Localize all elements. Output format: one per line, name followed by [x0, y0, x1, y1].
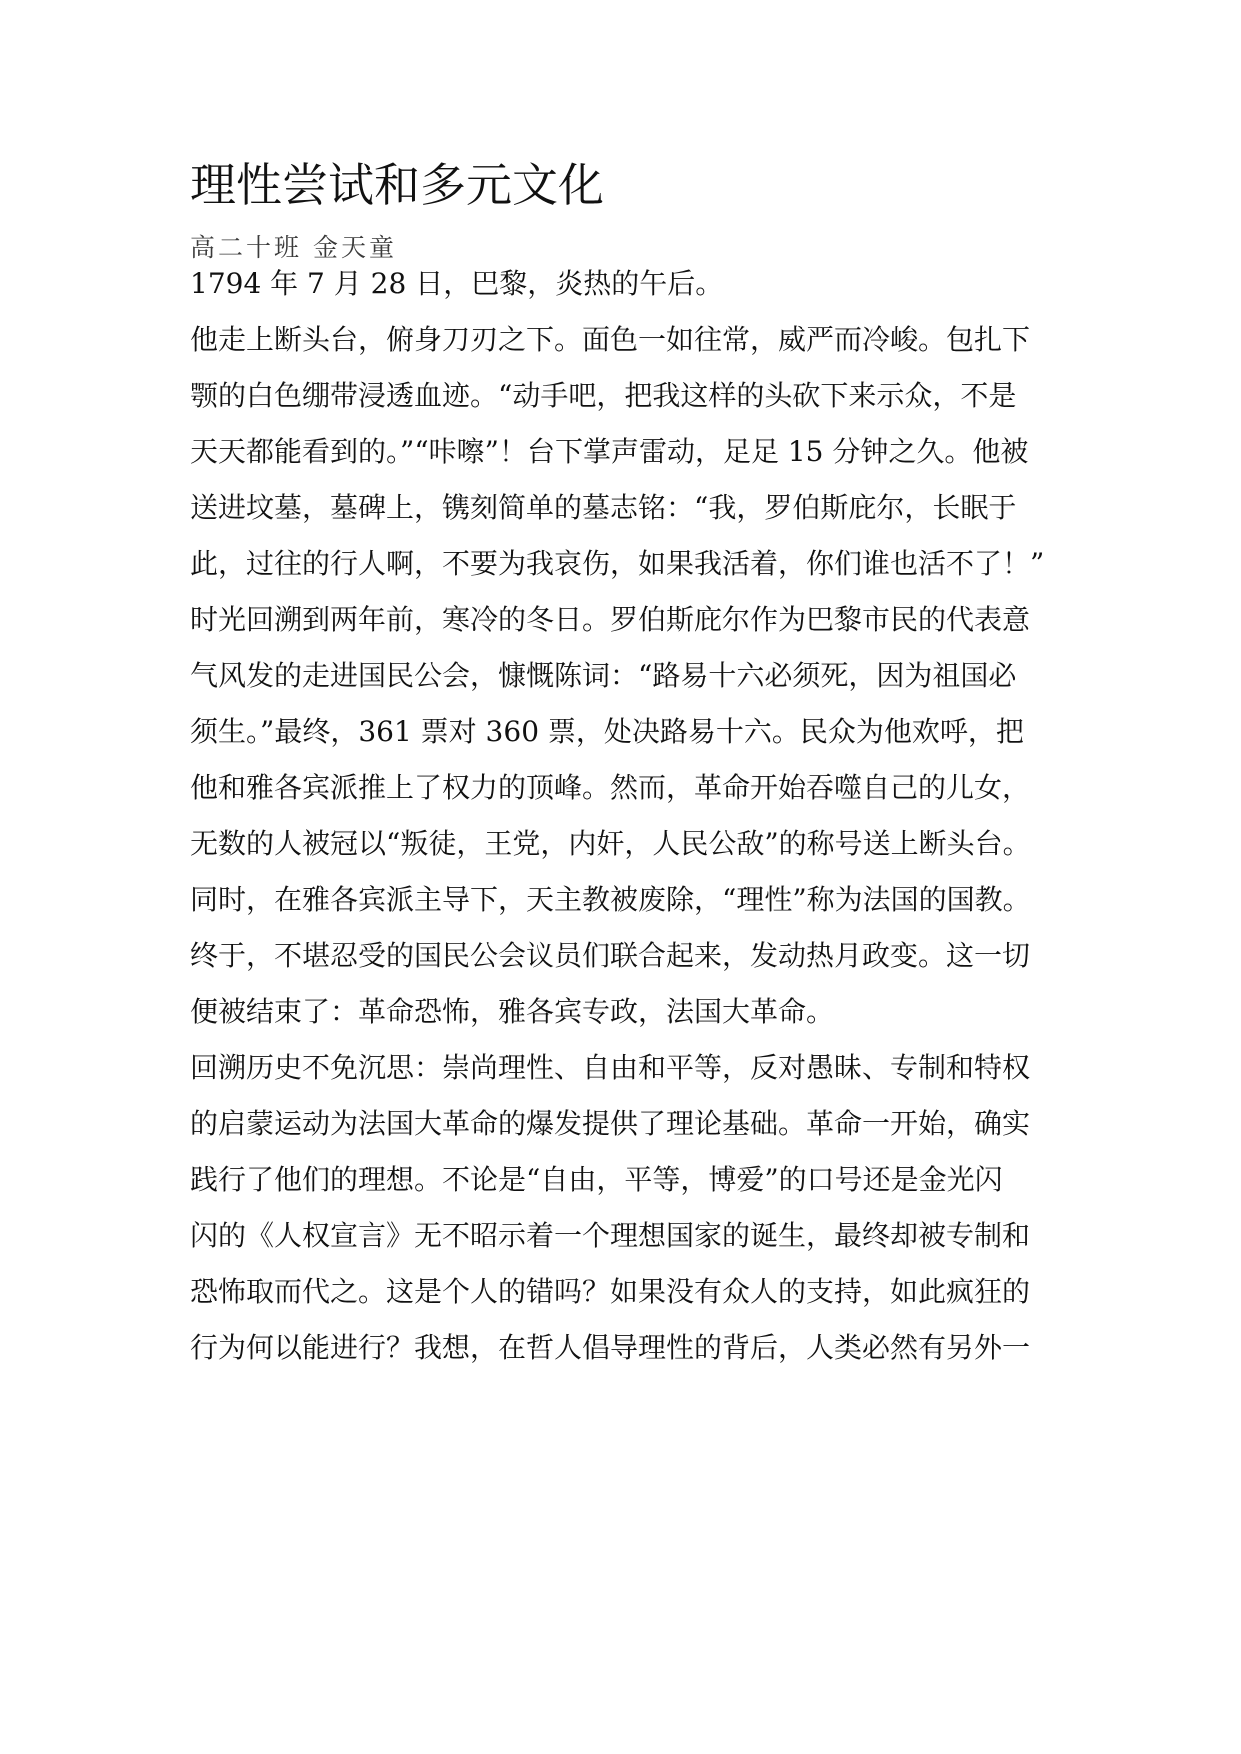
- text-line: 恐怖取而代之。这是个人的错吗？如果没有众人的支持，如此疯狂的: [190, 1275, 1031, 1308]
- text-line: 此，过往的行人啊，不要为我哀伤，如果我活着，你们谁也活不了！”: [190, 547, 1045, 580]
- text-line: 他和雅各宾派推上了权力的顶峰。然而，革命开始吞噬自己的儿女，: [190, 771, 1031, 804]
- page-title: 理性尝试和多元文化: [190, 158, 604, 212]
- text-line: 的启蒙运动为法国大革命的爆发提供了理论基础。革命一开始，确实: [190, 1107, 1031, 1140]
- text-line: 便被结束了：革命恐怖，雅各宾专政，法国大革命。: [190, 995, 835, 1028]
- text-line: 回溯历史不免沉思：崇尚理性、自由和平等，反对愚昧、专制和特权: [190, 1051, 1031, 1084]
- text-line: 须生。”最终，361 票对 360 票，处决路易十六。民众为他欢呼，把: [190, 715, 1024, 748]
- text-line: 无数的人被冠以“叛徒，王党，内奸，人民公敌”的称号送上断头台。: [190, 827, 1031, 860]
- text-line: 天天都能看到的。”“咔嚓”！台下掌声雷动，足足 15 分钟之久。他被: [190, 435, 1029, 468]
- text-line: 时光回溯到两年前，寒冷的冬日。罗伯斯庇尔作为巴黎市民的代表意: [190, 603, 1031, 636]
- text-line: 他走上断头台，俯身刀刃之下。面色一如往常，威严而冷峻。包扎下: [190, 323, 1031, 356]
- text-line: 颚的白色绷带浸透血迹。“动手吧，把我这样的头砍下来示众，不是: [190, 379, 1017, 412]
- text-line: 气风发的走进国民公会，慷慨陈词：“路易十六必须死，因为祖国必: [190, 659, 1017, 692]
- text-line: 践行了他们的理想。不论是“自由，平等，博爱”的口号还是金光闪: [190, 1163, 1003, 1196]
- author-byline: 高二十班 金天童: [190, 233, 397, 262]
- text-line: 行为何以能进行？我想，在哲人倡导理性的背后，人类必然有另外一: [190, 1331, 1031, 1364]
- text-line: 送进坟墓，墓碑上，镌刻简单的墓志铭：“我，罗伯斯庇尔，长眠于: [190, 491, 1017, 524]
- text-line: 终于，不堪忍受的国民公会议员们联合起来，发动热月政变。这一切: [190, 939, 1031, 972]
- text-line: 闪的《人权宣言》无不昭示着一个理想国家的诞生，最终却被专制和: [190, 1219, 1031, 1252]
- text-line: 1794 年 7 月 28 日，巴黎，炎热的午后。: [190, 267, 724, 300]
- text-line: 同时，在雅各宾派主导下，天主教被废除，“理性”称为法国的国教。: [190, 883, 1031, 916]
